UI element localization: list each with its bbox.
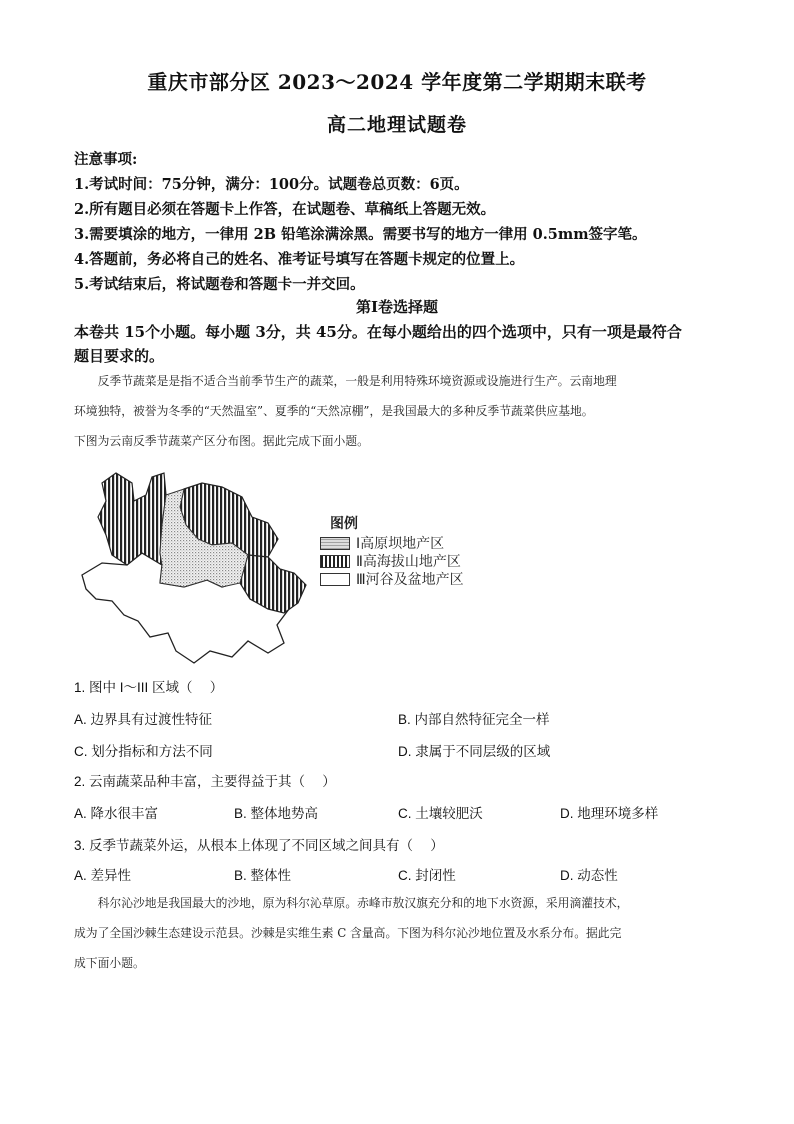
legend-label: Ⅲ河谷及盆地产区 (356, 571, 464, 587)
note-item: 5.考试结束后，将试题卷和答题卡一并交回。 (74, 276, 365, 293)
question-3-option-c[interactable]: C. 封闭性 (398, 868, 456, 883)
exam-title: 重庆市部分区 2023～2024 学年度第二学期期末联考 (147, 70, 647, 94)
yunnan-region-map (72, 465, 332, 665)
map-svg (72, 465, 332, 665)
legend-item-region-iii (320, 570, 540, 588)
notes-heading: 注意事项: (74, 151, 138, 168)
question-2-option-d[interactable]: D. 地理环境多样 (560, 806, 659, 821)
note-item: 3.需要填涂的地方，一律用 2B 铅笔涂满涂黑。需要书写的地方一律用 0.5mm签字笔。 (74, 226, 647, 243)
legend-label: Ⅱ高海拔山地产区 (356, 553, 461, 569)
question-1-option-c[interactable]: C. 划分指标和方法不同 (74, 744, 213, 759)
question-1-option-b[interactable]: B. 内部自然特征完全一样 (398, 712, 550, 727)
section-title: 第Ⅰ卷选择题 (355, 298, 439, 316)
question-2-stem: 2. 云南蔬菜品种丰富，主要得益于其（ ） (74, 774, 336, 789)
exam-subtitle: 高二地理试题卷 (326, 114, 467, 136)
passage-line: 成为了全国沙棘生态建设示范县。沙棘是实维生素 C 含量高。下图为科尔沁沙地位置及水系分布。据此完 (74, 926, 622, 940)
question-1-option-d[interactable]: D. 隶属于不同层级的区域 (398, 744, 551, 759)
question-3-option-d[interactable]: D. 动态性 (560, 868, 618, 883)
passage-line: 反季节蔬菜是是指不适合当前季节生产的蔬菜，一般是利用特殊环境资源或设施进行生产。云南地理 (74, 374, 617, 388)
section-instruction (74, 320, 734, 368)
passage-yunnan (74, 366, 734, 456)
question-3-option-a[interactable]: A. 差异性 (74, 868, 132, 883)
question-2-option-a[interactable]: A. 降水很丰富 (74, 806, 159, 821)
question-3-stem: 3. 反季节蔬菜外运，从根本上体现了不同区域之间具有（ ） (74, 838, 444, 853)
map-legend (320, 512, 540, 588)
instruction-line: 本卷共 15个小题。每小题 3分，共 45分。在每小题给出的四个选项中，只有一项是最符合 (74, 323, 682, 341)
question-3-option-b[interactable]: B. 整体性 (234, 868, 292, 883)
passage-line: 环境独特，被誉为冬季的“天然温室”、夏季的“天然凉棚”，是我国最大的多种反季节蔬菜供应基地。 (74, 404, 594, 418)
question-2-option-c[interactable]: C. 土壤较肥沃 (398, 806, 483, 821)
note-item: 4.答题前，务必将自己的姓名、准考证号填写在答题卡规定的位置上。 (74, 251, 525, 268)
question-1-stem: 1. 图中 I～III 区域（ ） (74, 680, 224, 695)
blank-swatch-icon (320, 573, 350, 586)
dotted-swatch-icon (320, 537, 350, 550)
note-item: 2.所有题目必须在答题卡上作答，在试题卷、草稿纸上答题无效。 (74, 201, 496, 218)
passage-line: 科尔沁沙地是我国最大的沙地，原为科尔沁草原。赤峰市敖汉旗充分和的地下水资源，采用滴灌技术， (74, 896, 629, 910)
legend-item-region-i (320, 534, 540, 552)
striped-swatch-icon (320, 555, 350, 568)
legend-label: Ⅰ高原坝地产区 (356, 535, 445, 551)
region-ii-high-mountain (98, 473, 166, 565)
question-2-option-b[interactable]: B. 整体地势高 (234, 806, 319, 821)
passage-line: 成下面小题。 (74, 956, 145, 970)
instruction-line: 题目要求的。 (74, 347, 165, 365)
legend-title: 图例 (330, 515, 358, 531)
legend-item-region-ii (320, 552, 540, 570)
passage-line: 下图为云南反季节蔬菜产区分布图。据此完成下面小题。 (74, 434, 369, 448)
passage-horqin (74, 888, 734, 978)
note-item: 1.考试时间：75分钟，满分：100分。试题卷总页数：6页。 (74, 176, 469, 193)
notes-block (74, 147, 734, 297)
question-1-option-a[interactable]: A. 边界具有过渡性特征 (74, 712, 213, 727)
